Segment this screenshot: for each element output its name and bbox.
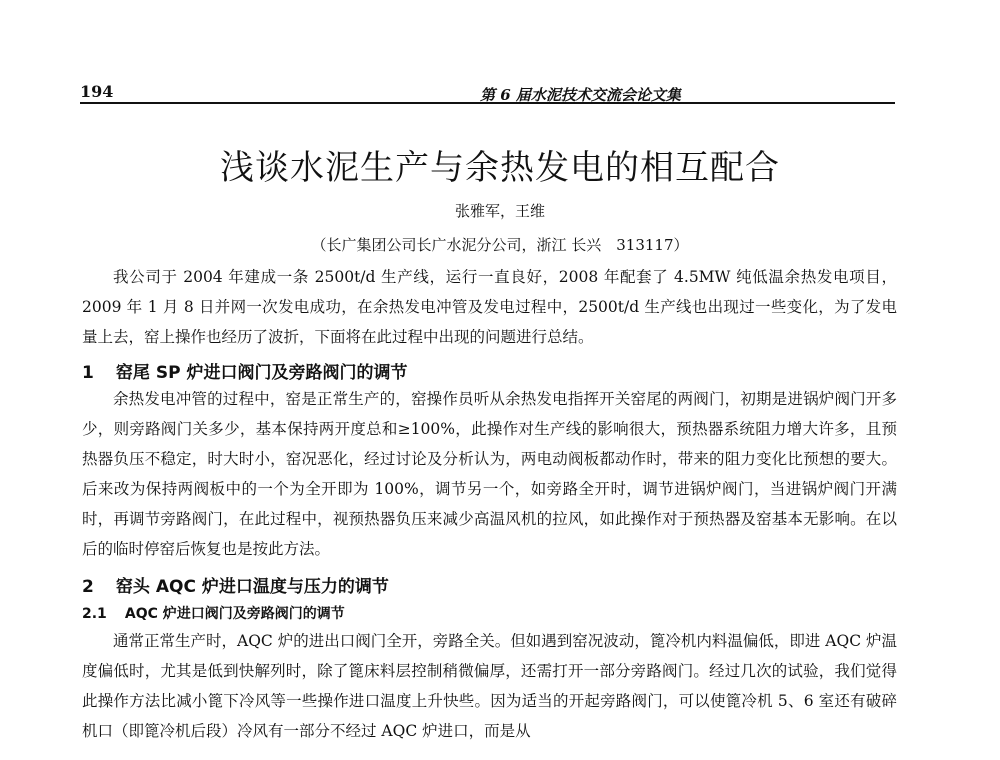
section-1-number: 1: [82, 363, 94, 383]
section-2-title: 窑头 AQC 炉进口温度与压力的调节: [115, 577, 389, 597]
section-1-heading: [82, 358, 407, 383]
subsection-2-1-heading: [82, 603, 345, 623]
section-1-paragraph: 余热发电冲管的过程中，窑是正常生产的，窑操作员听从余热发电指挥开关窑尾的两阀门，初期是进锅炉阀门开多少，则旁路阀门关多少，基本保持两开度总和≥100%，此操作对生产线的影响很大，预热器系统阻力增大许多，且预热器负压不稳定，时大时小，窑况恶化，经过讨论及分析认为，两电动阀板都动作时，带来的阻力变化比预想的要大。后来改为保持两阀板中的一个为全开即为 100%，调节另一个，如旁路全开时，调节进锅炉阀门，当进锅炉阀门开满时，再调节旁路阀门，在此过程中，视预热器负压来减少高温风机的拉风，如此操作对于预热器及窑基本无影响。在以后的临时停窑后恢复也是按此方法。: [82, 390, 897, 558]
paper-title: 浅谈水泥生产与余热发电的相互配合: [220, 148, 780, 188]
subsection-2-1-number: 2.1: [82, 606, 107, 622]
authors: 张雅军，王维: [454, 202, 545, 220]
subsection-2-1-title: AQC 炉进口阀门及旁路阀门的调节: [124, 606, 345, 622]
page-number: 194: [80, 82, 114, 101]
affiliation: （长广集团公司长广水泥分公司，浙江 长兴 313117）: [311, 236, 689, 254]
section-2-number: 2: [82, 577, 94, 597]
section-2-heading: [82, 572, 389, 597]
running-header: [80, 78, 895, 104]
section-1-title: 窑尾 SP 炉进口阀门及旁路阀门的调节: [115, 363, 408, 383]
proceedings-title: 第 6 届水泥技术交流会论文集: [480, 86, 681, 104]
subsection-2-1-paragraph: 通常正常生产时，AQC 炉的进出口阀门全开，旁路全关。但如遇到窑况波动，篦冷机内料温偏低，即进 AQC 炉温度偏低时，尤其是低到快解列时，除了篦床料层控制稍微偏厚，还需打开一部分旁路阀门。经过几次的试验，我们觉得此操作方法比减小篦下冷风等一些操作进口温度上升快些。因为适当的开起旁路阀门，可以使篦冷机 5、6 室还有破碎机口（即篦冷机后段）冷风有一部分不经过 AQC 炉进口，而是从: [82, 632, 897, 740]
intro-paragraph: 我公司于 2004 年建成一条 2500t/d 生产线，运行一直良好，2008 年配套了 4.5MW 纯低温余热发电项目，2009 年 1 月 8 日并网一次发电成功，在余热发电冲管及发电过程中，2500t/d 生产线也出现过一些变化，为了发电量上去，窑上操作也经历了波折，下面将在此过程中出现的问题进行总结。: [82, 268, 897, 346]
